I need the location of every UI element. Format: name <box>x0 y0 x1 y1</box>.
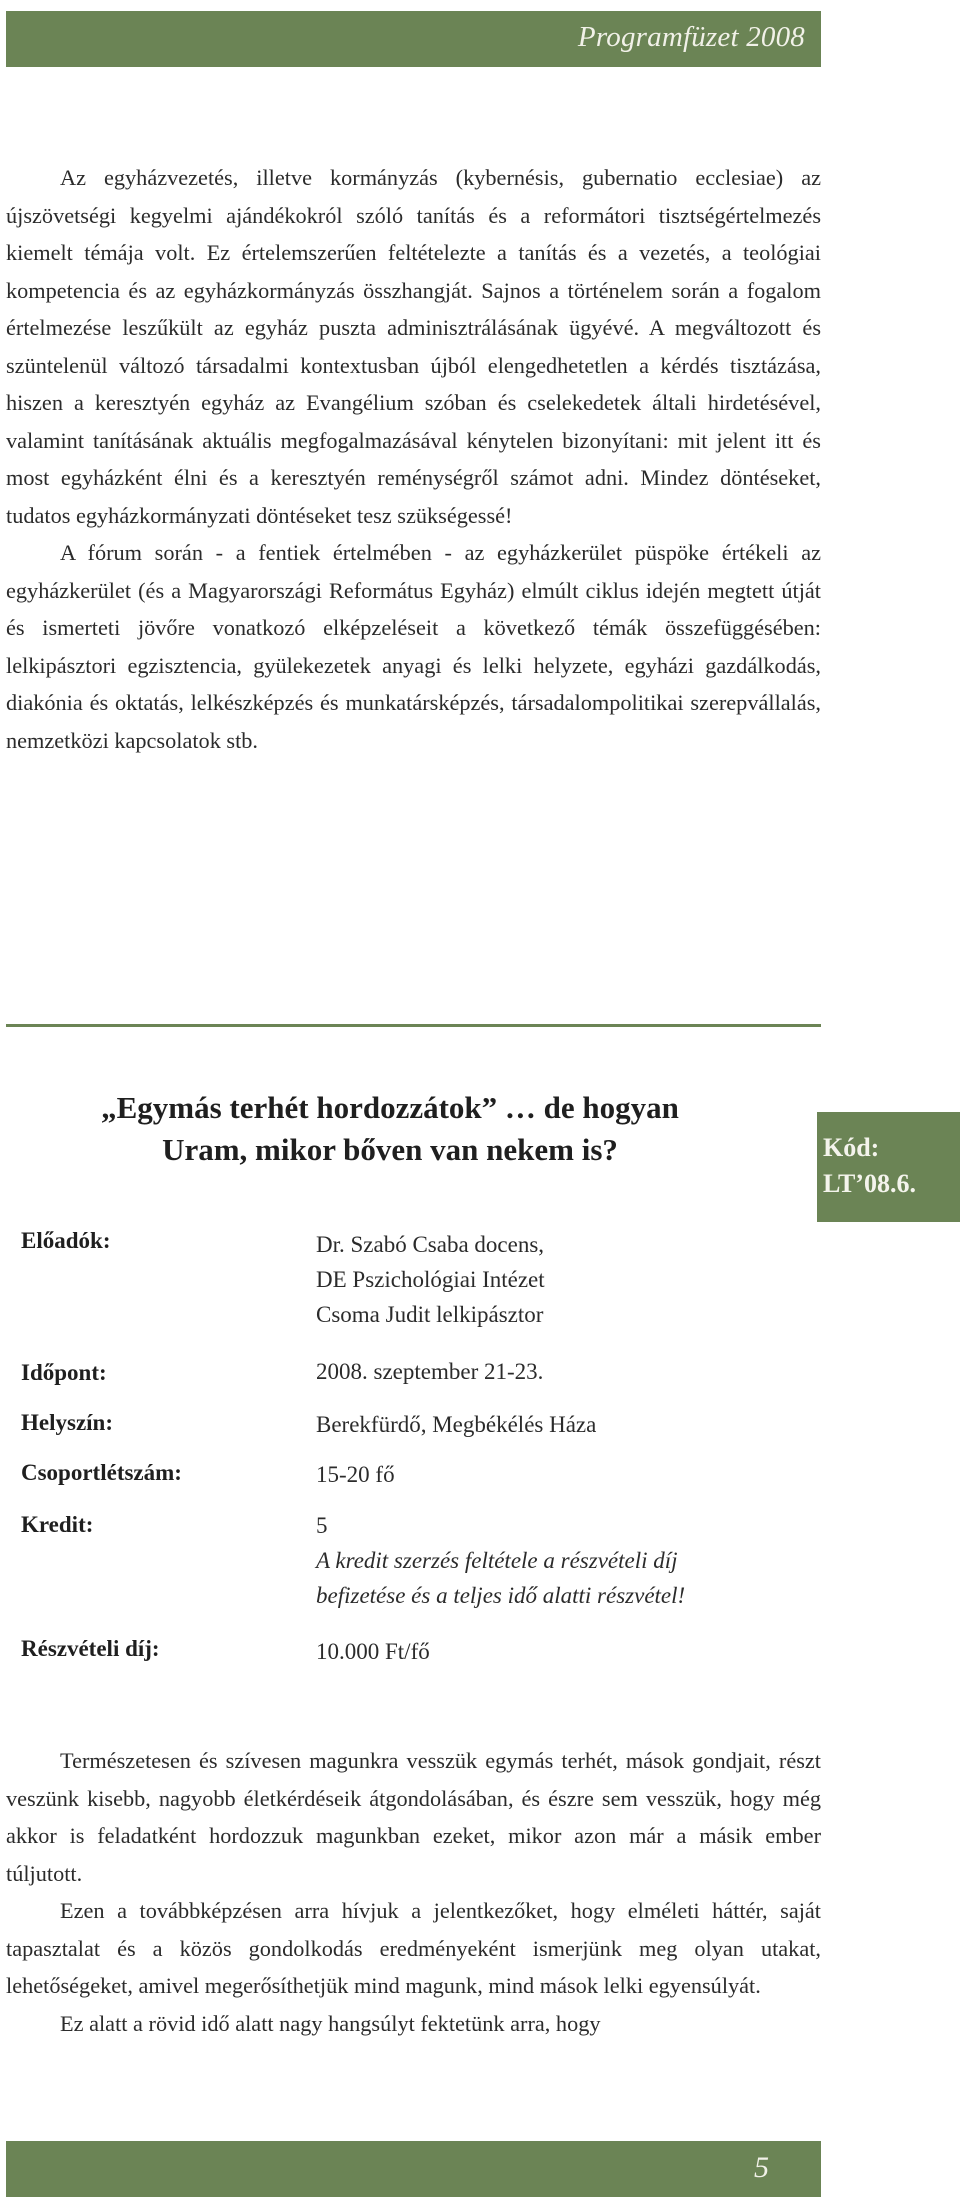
credit-note-line-1: A kredit szerzés feltétele a részvételi díj <box>316 1548 678 1573</box>
presenters-value <box>316 1227 545 1332</box>
page-number: 5 <box>754 2151 769 2184</box>
credit-value: 5 <box>316 1513 328 1538</box>
course-code-box <box>817 1112 960 1222</box>
course-title-line-1: „Egymás terhét hordozzátok” … de hogyan <box>101 1090 679 1125</box>
presenter-line: DE Pszichológiai Intézet <box>316 1267 545 1292</box>
credit-note-line-2: befizetése és a teljes idő alatti részvétel! <box>316 1583 686 1608</box>
header-title: Programfüzet 2008 <box>577 21 805 53</box>
location-value: Berekfürdő, Megbékélés Háza <box>316 1412 597 1437</box>
location-label: Helyszín: <box>21 1410 113 1435</box>
intro-paragraph: A fórum során - a fentiek értelmében - az egyházkerület püspöke értékeli az egyházkerület (és a Magyarországi Református Egyház) elmúlt ciklus idején megtett útját és ismerteti jövőre vonatkozó elképzeléseit a következő témák összefüggésében: lelkipásztori egzisztencia, gyülekezetek anyagi és lelki helyzete, egyházi gazdálkodás, diakónia és oktatás, lelkészképzés és munkatársképzés, társadalompolitikai szerepvállalás, nemzetközi kapcsolatok stb. <box>6 540 821 753</box>
description-paragraph: Ez alatt a rövid idő alatt nagy hangsúlyt fektetünk arra, hogy <box>60 2010 601 2036</box>
description-paragraph: Természetesen és szívesen magunkra vesszük egymás terhét, mások gondjait, részt veszünk kisebb, nagyobb életkérdéseik átgondolásában, és észre sem vesszük, hogy még akkor is feladatként hordozzuk magunkban ezeket, mikor azon már a másik ember túljutott. <box>6 1748 821 1886</box>
fee-label: Részvételi díj: <box>21 1636 160 1661</box>
course-code-value: LT’08.6. <box>823 1169 916 1198</box>
date-value: 2008. szeptember 21-23. <box>316 1359 544 1384</box>
section-divider <box>6 1024 821 1027</box>
date-label: Időpont: <box>21 1360 107 1385</box>
course-code-label: Kód: <box>823 1133 880 1162</box>
header-bar <box>6 11 821 67</box>
presenter-line: Csoma Judit lelkipásztor <box>316 1302 544 1327</box>
footer-bar <box>6 2141 821 2197</box>
fee-value: 10.000 Ft/fő <box>316 1639 430 1664</box>
group-size-label: Csoportlétszám: <box>21 1460 182 1485</box>
presenters-label: Előadók: <box>21 1228 111 1253</box>
course-title <box>40 1087 740 1171</box>
credit-value-block <box>316 1508 685 1613</box>
description-text <box>6 1742 821 2042</box>
description-paragraph: Ezen a továbbképzésen arra hívjuk a jelentkezőket, hogy elméleti háttér, saját tapasztalat és a közös gondolkodás eredményeként ismerjünk meg olyan utakat, lehetőségeket, amivel megerősíthetjük mind magunk, mind mások lelki egyensúlyát. <box>6 1898 821 1998</box>
intro-text <box>6 159 821 759</box>
intro-paragraph: Az egyházvezetés, illetve kormányzás (kybernésis, gubernatio ecclesiae) az újszövetségi kegyelmi ajándékokról szóló tanítás és a reformátori tisztségértelmezés kiemelt témája volt. Ez értelemszerűen feltételezte a tanítás és a vezetés, a teológiai kompetencia és az egyházkormányzás összhangját. Sajnos a történelem során a fogalom értelmezése leszűkült az egyház puszta adminisztrálásának ügyévé. A megváltozott és szüntelenül változó társadalmi kontextusban újból elengedhetetlen a kérdés tisztázása, hiszen a keresztyén egyház az Evangélium szóban és cselekedetek általi hirdetésével, valamint tanításának aktuális megfogalmazásával kénytelen bizonyítani: mit jelent itt és most egyházként élni és a keresztyén reménységről számot adni. Mindez döntéseket, tudatos egyházkormányzati döntéseket tesz szükségessé! <box>6 165 821 528</box>
credit-label: Kredit: <box>21 1512 94 1537</box>
course-title-line-2: Uram, mikor bőven van nekem is? <box>162 1132 618 1167</box>
group-size-value: 15-20 fő <box>316 1462 395 1487</box>
presenter-line: Dr. Szabó Csaba docens, <box>316 1232 545 1257</box>
